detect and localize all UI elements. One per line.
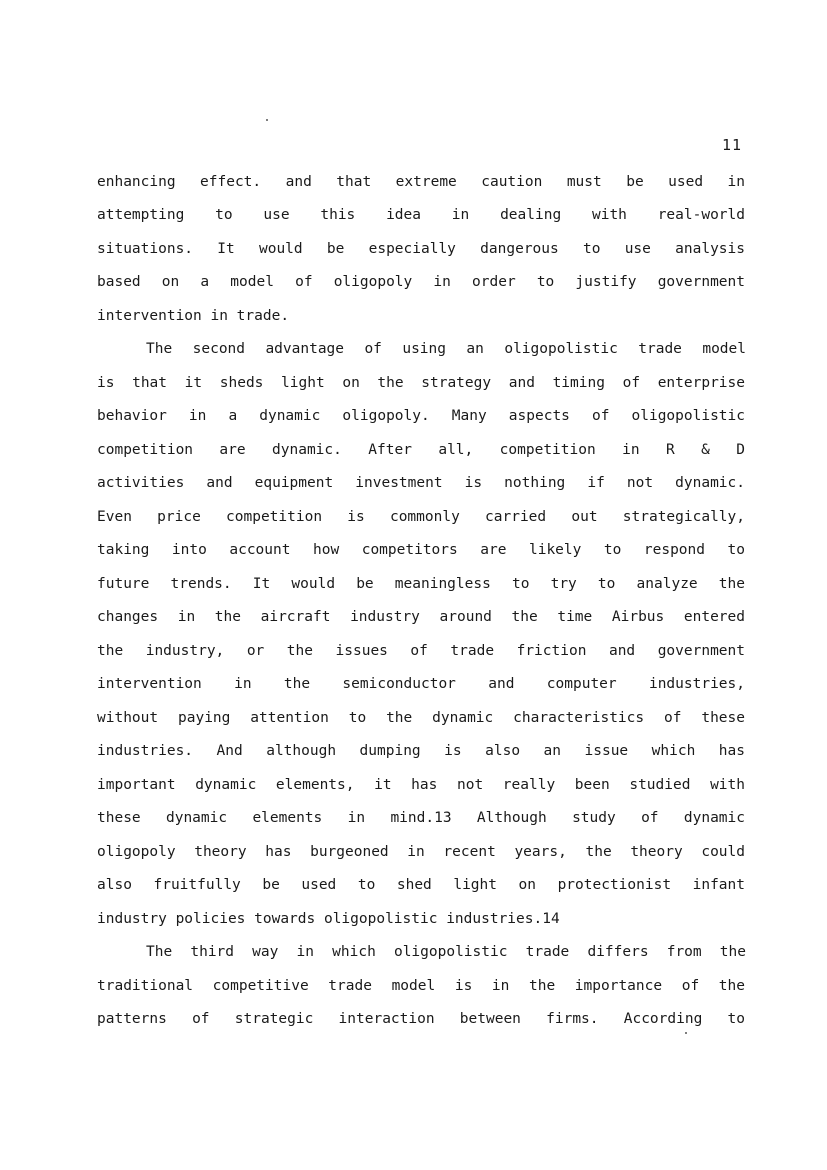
text-line: competition are dynamic. After all, competition in R & D xyxy=(97,442,745,458)
text-line: activities and equipment investment is nothing if not dynamic. xyxy=(97,475,745,491)
text-line: without paying attention to the dynamic characteristics of these xyxy=(97,710,745,726)
text-line: industry policies towards oligopolistic industries.14 xyxy=(97,911,560,927)
text-line: traditional competitive trade model is in the importance of the xyxy=(97,978,745,994)
page-number: 11 xyxy=(722,136,743,154)
text-line: the industry, or the issues of trade friction and government xyxy=(97,643,745,659)
text-line: important dynamic elements, it has not really been studied with xyxy=(97,777,745,793)
text-line: is that it sheds light on the strategy and timing of enterprise xyxy=(97,375,745,391)
text-line: enhancing effect. and that extreme caution must be used in xyxy=(97,174,745,190)
text-line: The second advantage of using an oligopolistic trade model xyxy=(146,341,746,357)
text-line: oligopoly theory has burgeoned in recent years, the theory could xyxy=(97,844,745,860)
text-line: future trends. It would be meaningless to try to analyze the xyxy=(97,576,745,592)
text-line: these dynamic elements in mind.13 Although study of dynamic xyxy=(97,810,745,826)
text-line: The third way in which oligopolistic trade differs from the xyxy=(146,944,746,960)
text-line: intervention in the semiconductor and computer industries, xyxy=(97,676,745,692)
text-line: changes in the aircraft industry around the time Airbus entered xyxy=(97,609,745,625)
text-line: patterns of strategic interaction between firms. According to xyxy=(97,1011,745,1027)
text-line: intervention in trade. xyxy=(97,308,290,324)
text-line: industries. And although dumping is also an issue which has xyxy=(97,743,745,759)
text-line: behavior in a dynamic oligopoly. Many aspects of oligopolistic xyxy=(97,408,745,424)
text-line: also fruitfully be used to shed light on protectionist infant xyxy=(97,877,745,893)
text-line: Even price competition is commonly carried out strategically, xyxy=(97,509,745,525)
text-line: situations. It would be especially dangerous to use analysis xyxy=(97,241,745,257)
scan-speck xyxy=(685,1032,687,1034)
text-line: attempting to use this idea in dealing with real-world xyxy=(97,207,745,223)
scan-speck xyxy=(266,119,268,121)
text-line: taking into account how competitors are likely to respond to xyxy=(97,542,745,558)
text-line: based on a model of oligopoly in order to justify government xyxy=(97,274,745,290)
